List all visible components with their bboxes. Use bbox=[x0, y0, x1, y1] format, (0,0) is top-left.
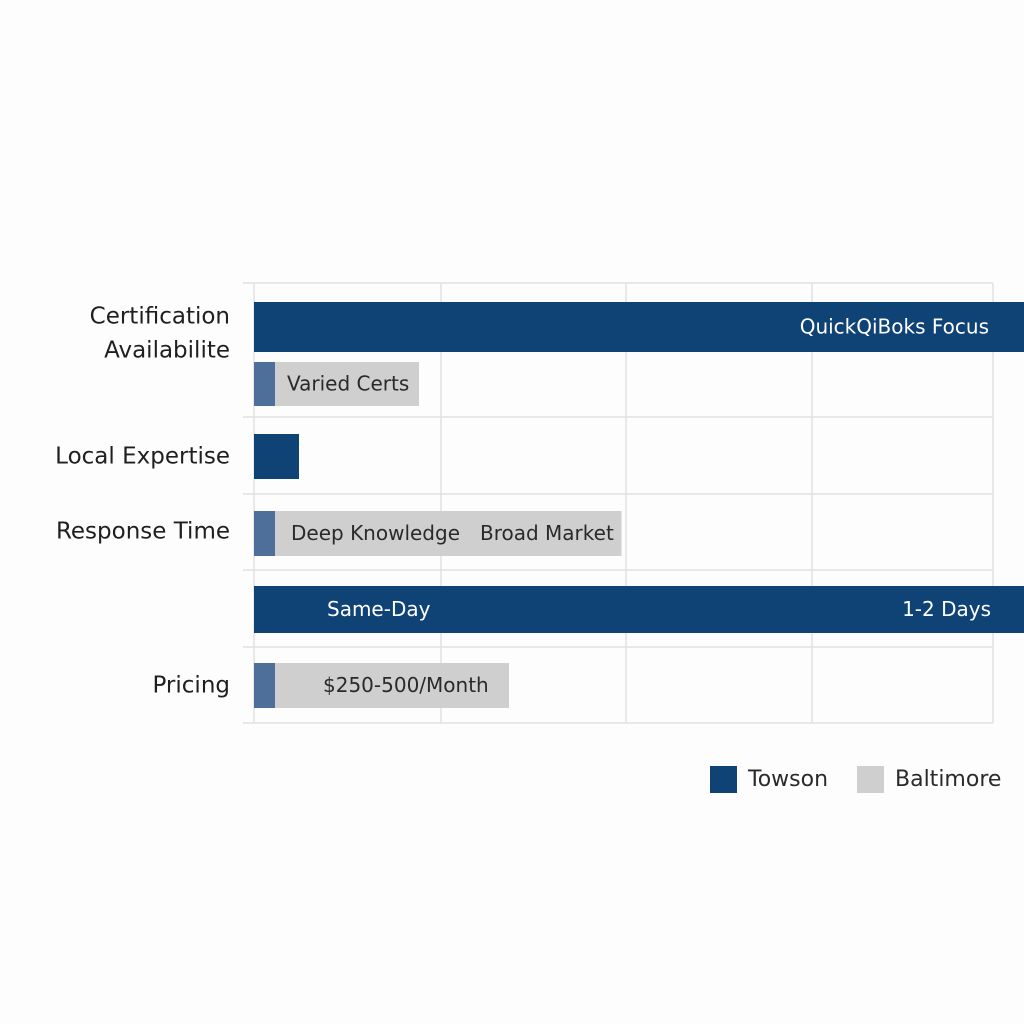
bar-data-label: Broad Market bbox=[480, 521, 614, 545]
category-label: Availabilite bbox=[104, 337, 230, 364]
chart-legend bbox=[710, 766, 1001, 793]
bar-accent-stub bbox=[254, 511, 275, 556]
category-label: Response Time bbox=[55, 518, 230, 545]
category-label: Local Expertise bbox=[55, 443, 230, 470]
legend-label: Baltimore bbox=[895, 767, 1002, 792]
bar-towson bbox=[254, 302, 1024, 352]
bar-baltimore bbox=[254, 663, 509, 708]
bar-towson bbox=[254, 434, 299, 479]
legend-swatch bbox=[710, 766, 737, 793]
bar-data-label: $250-500/Month bbox=[323, 673, 489, 697]
category-labels bbox=[55, 304, 230, 699]
bar-data-label: Deep Knowledge bbox=[291, 521, 461, 545]
bar-baltimore bbox=[254, 362, 419, 406]
bar-data-label: QuickQiBoks Focus bbox=[799, 314, 989, 339]
bar-rect bbox=[254, 434, 299, 479]
bar-towson bbox=[254, 586, 1024, 633]
legend-label: Towson bbox=[748, 767, 829, 792]
legend-item-towson bbox=[710, 766, 828, 793]
bar-data-label: 1-2 Days bbox=[902, 597, 991, 621]
bar-accent-stub bbox=[254, 362, 275, 406]
bar-accent-stub bbox=[254, 663, 275, 708]
bar-baltimore bbox=[254, 511, 622, 556]
category-label: Pricing bbox=[152, 672, 230, 699]
legend-item-baltimore bbox=[857, 766, 1001, 793]
legend-swatch bbox=[857, 766, 884, 793]
category-label: Certification bbox=[89, 303, 230, 330]
bar-data-label: Same-Day bbox=[327, 597, 431, 621]
bar-data-label: Varied Certs bbox=[287, 371, 410, 396]
